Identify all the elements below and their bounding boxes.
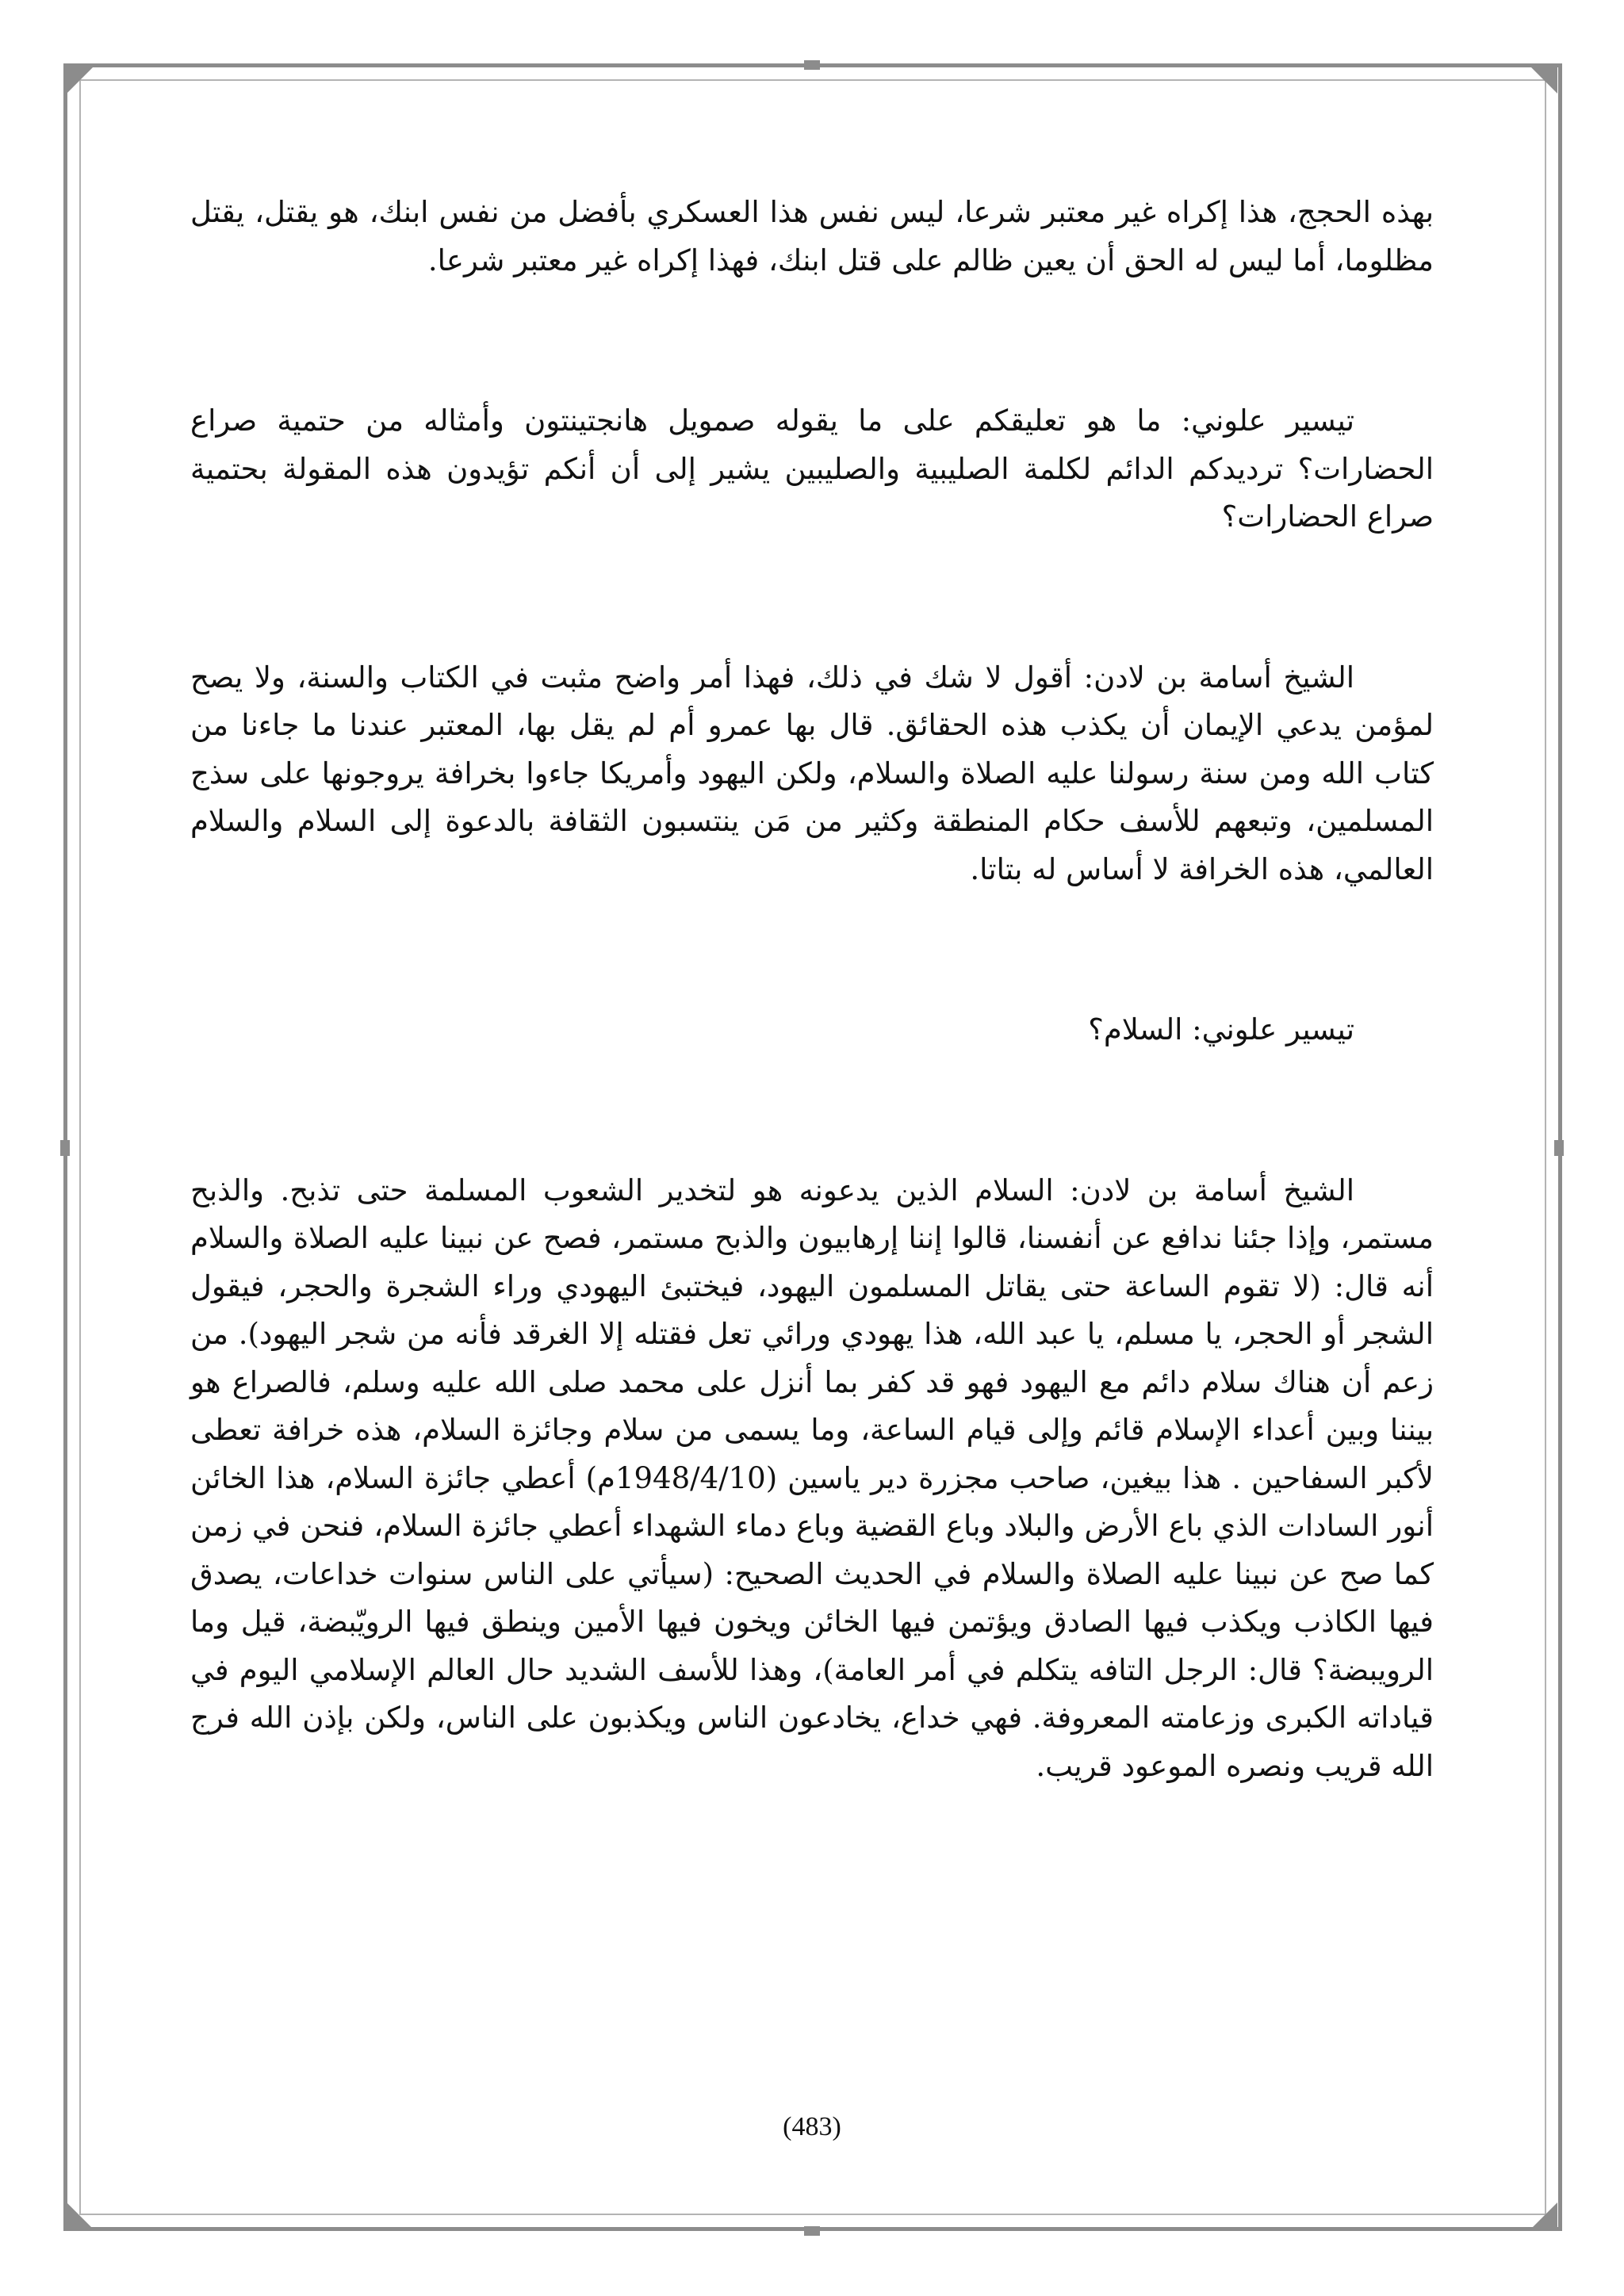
corner-ornament-bottom-left	[67, 2202, 94, 2229]
paragraph-question-clash-of-civilizations: تيسير علوني: ما هو تعليقكم على ما يقوله صمويل هانجتينتون وأمثاله من حتمية صراع الحضارات؟ ترديدكم الدائم لكلمة الصليبية والصليبين يشير إلى أن أنكم تؤيدون هذه المقولة بحتمية صراع الحضارات؟	[190, 404, 1434, 534]
corner-ornament-top-left	[67, 67, 94, 94]
border-mark-top	[804, 60, 820, 70]
border-mark-left	[60, 1140, 70, 1156]
paragraph-answer-peace: الشيخ أسامة بن لادن: السلام الذين يدعونه هو لتخدير الشعوب المسلمة حتى تذبح. والذبح مستمر، وإذا جئنا ندافع عن أنفسنا، قالوا إننا إرهابيون والذبح مستمر، فصح عن نبينا عليه الصلاة والسلام أنه قال: (لا تقوم الساعة حتى يقاتل المسلمون اليهود، فيختبئ اليهودي وراء الشجرة والحجر، فيقول الشجر أو الحجر، يا مسلم، يا عبد الله، هذا يهودي ورائي تعل فقتله إلا الغرقد فأنه من شجر اليهود). من زعم أن هناك سلام دائم مع اليهود فهو قد كفر بما أنزل على محمد صلى الله عليه وسلم، فالصراع هو بيننا وبين أعداء الإسلام قائم وإلى قيام الساعة، وما يسمى من سلام وجائزة السلام، هذه خرافة تعطى لأكبر السفاحين . هذا بيغين، صاحب مجزرة دير ياسين (1948/4/10م) أعطي جائزة السلام، هذا الخائن أنور السادات الذي باع الأرض والبلاد وباع القضية وباع دماء الشهداء أعطي جائزة السلام، فنحن في زمن كما صح عن نبينا عليه الصلاة والسلام في الحديث الصحيح: (سيأتي على الناس سنوات خداعات، يصدق فيها الكاذب ويكذب فيها الصادق ويؤتمن فيها الخائن ويخون فيها الأمين وينطق فيها الرويّبضة، قيل وما الرويبضة؟ قال: الرجل التافه يتكلم في أمر العامة)، وهذا للأسف الشديد حال العالم الإسلامي اليوم في قياداته الكبرى وزعامته المعروفة. فهي خداع، يخادعون الناس ويكذبون على الناس، ولكن بإذن الله فرج الله قريب ونصره الموعود قريب.	[190, 1173, 1434, 1783]
paragraph-continuation: بهذه الحجج، هذا إكراه غير معتبر شرعا، ليس نفس هذا العسكري بأفضل من نفس ابنك، هو يقتل، يقتل مظلوما، أما ليس له الحق أن يعين ظالم على قتل ابنك، فهذا إكراه غير معتبر شرعا.	[190, 195, 1434, 277]
paragraph-question-peace: تيسير علوني: السلام؟	[1088, 1012, 1354, 1047]
border-mark-right	[1554, 1140, 1564, 1156]
page-number: (483)	[783, 2112, 841, 2141]
border-mark-bottom	[804, 2226, 820, 2236]
paragraph-answer-clash-of-civilizations: الشيخ أسامة بن لادن: أقول لا شك في ذلك، فهذا أمر واضح مثبت في الكتاب والسنة، ولا يصح لمؤمن يدعي الإيمان أن يكذب هذه الحقائق. قال بها عمرو أم لم يقل بها، المعتبر عندنا ما جاءنا من كتاب الله ومن سنة رسولنا عليه الصلاة والسلام، ولكن اليهود وأمريكا جاءوا بخرافة يروجونها على سذج المسلمين، وتبعهم للأسف حكام المنطقة وكثير من مَن ينتسبون الثقافة بالدعوة إلى السلام والسلام العالمي، هذه الخرافة لا أساس له بتاتا.	[190, 660, 1434, 886]
corner-ornament-top-right	[1530, 67, 1557, 94]
page-content	[190, 189, 1434, 1790]
corner-ornament-bottom-right	[1530, 2202, 1557, 2229]
